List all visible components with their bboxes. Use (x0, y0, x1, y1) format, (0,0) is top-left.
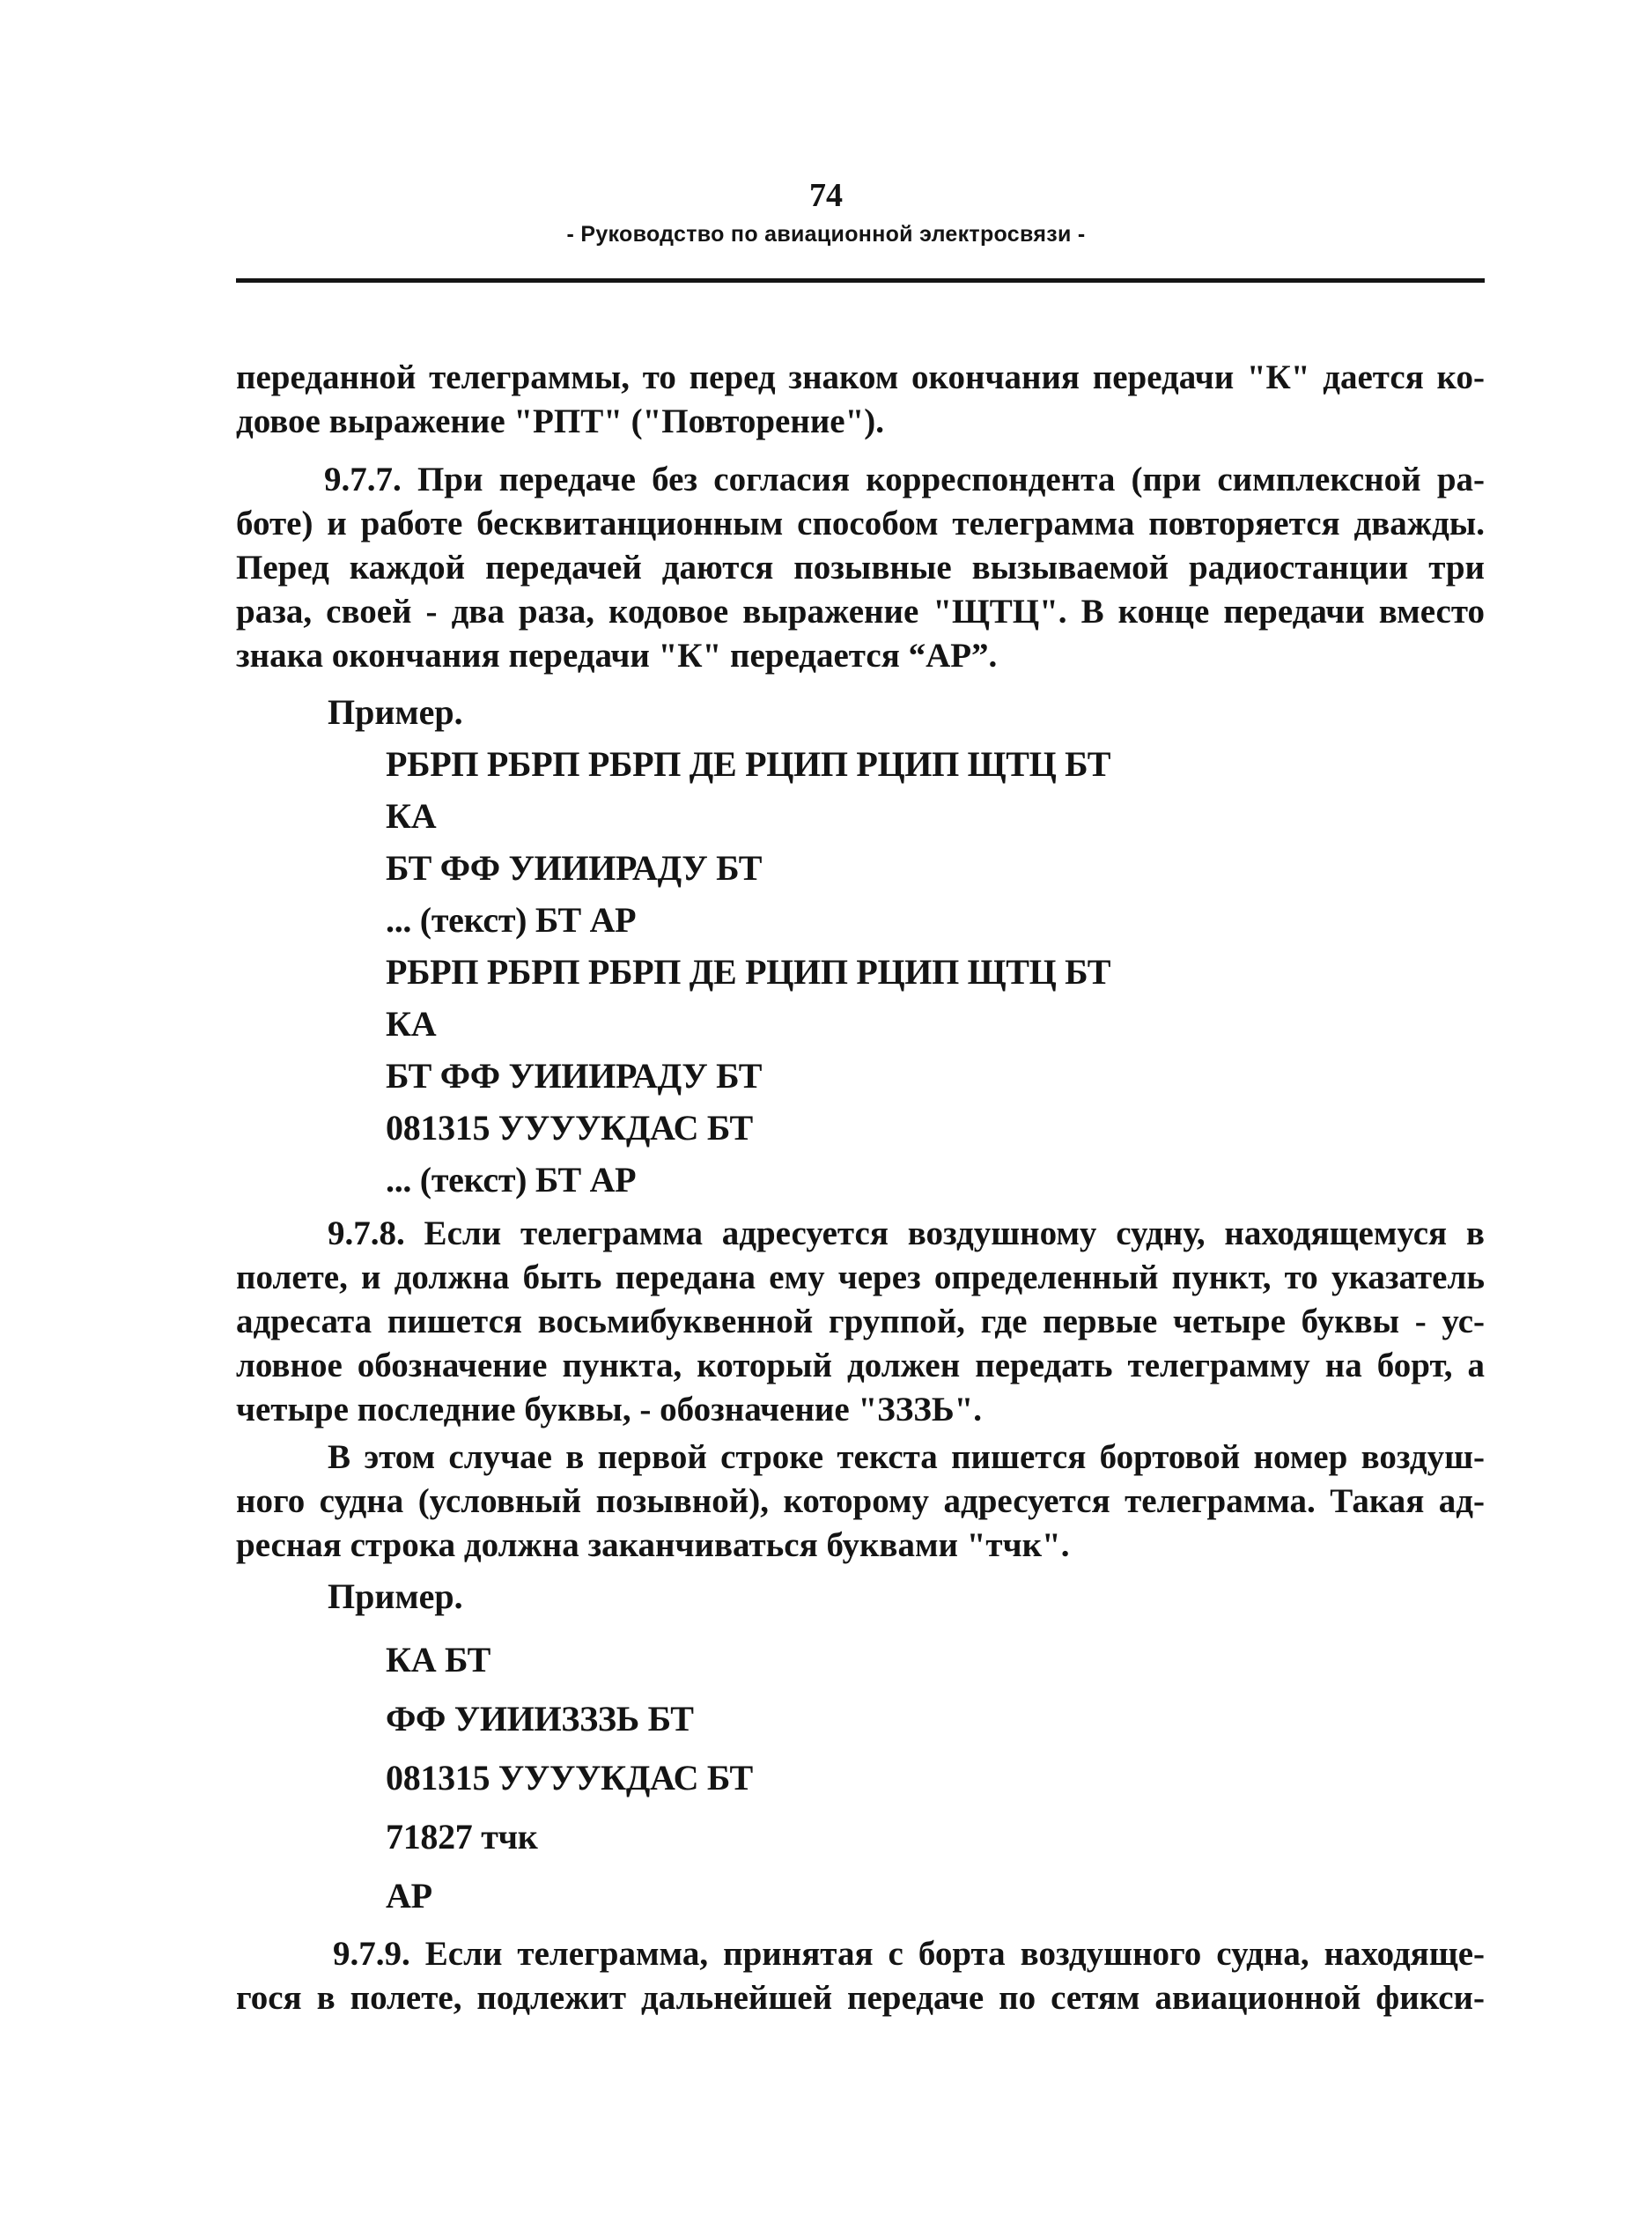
example-line: АР (386, 1876, 432, 1916)
example-line: КА (386, 1004, 437, 1044)
paragraph-line: 9.7.8. Если телеграмма адресуется воздушному судну, находящемуся в (328, 1214, 1485, 1252)
paragraph-line: адресата пишется восьмибуквенной группой, где первые четыре буквы - ус- (236, 1303, 1485, 1340)
example-line: ... (текст) БТ АР (386, 900, 637, 940)
paragraph-line: гося в полете, подлежит дальнейшей передаче по сетям авиационной фикси- (236, 1979, 1485, 2017)
header-rule (236, 278, 1485, 283)
example-label: Пример. (328, 1576, 463, 1616)
example-line: 081315 УУУУКДАС БТ (386, 1758, 753, 1798)
example-line: БТ ФФ УИИИРАДУ БТ (386, 1056, 763, 1096)
paragraph-line: знака окончания передачи "К" передается “АР”. (236, 637, 998, 675)
example-line: РБРП РБРП РБРП ДЕ РЦИП РЦИП ЩТЦ БТ (386, 952, 1111, 992)
paragraph-line: ловное обозначение пункта, который должен передать телеграмму на борт, а (236, 1347, 1485, 1384)
paragraph-line: ресная строка должна заканчиваться буквами "тчк". (236, 1526, 1070, 1564)
page-number: 74 (809, 177, 843, 214)
example-line: РБРП РБРП РБРП ДЕ РЦИП РЦИП ЩТЦ БТ (386, 744, 1111, 784)
example-label: Пример. (328, 692, 463, 732)
example-line: БТ ФФ УИИИРАДУ БТ (386, 848, 763, 888)
example-line: КА (386, 796, 437, 836)
running-title: - Руководство по авиационной электросвязи - (566, 222, 1086, 247)
example-line: ... (текст) БТ АР (386, 1160, 637, 1200)
example-line: 081315 УУУУКДАС БТ (386, 1108, 753, 1148)
paragraph-line: полете, и должна быть передана ему через определенный пункт, то указатель (236, 1259, 1485, 1296)
paragraph-line: раза, своей - два раза, кодовое выражение "ЩТЦ". В конце передачи вместо (236, 593, 1485, 631)
example-line: ФФ УИИИЗЗЗЬ БТ (386, 1699, 694, 1738)
paragraph-line: 9.7.9. Если телеграмма, принятая с борта воздушного судна, находяще- (333, 1935, 1485, 1973)
paragraph-line: В этом случае в первой строке текста пишется бортовой номер воздуш- (328, 1438, 1485, 1476)
example-line: КА БТ (386, 1640, 490, 1679)
paragraph-line: 9.7.7. При передаче без согласия корреспондента (при симплексной ра- (324, 461, 1485, 498)
paragraph-line: переданной телеграммы, то перед знаком окончания передачи "К" дается ко- (236, 358, 1485, 396)
paragraph-line: Перед каждой передачей даются позывные вызываемой радиостанции три (236, 549, 1485, 587)
paragraph-line: довое выражение "РПТ" ("Повторение"). (236, 402, 884, 440)
paragraph-line: боте) и работе бесквитанционным способом телеграмма повторяется дважды. (236, 505, 1485, 543)
paragraph-line: четыре последние буквы, - обозначение "ЗЗЗЬ". (236, 1391, 983, 1428)
paragraph-line: ного судна (условный позывной), которому адресуется телеграмма. Такая ад- (236, 1482, 1485, 1520)
example-line: 71827 тчк (386, 1817, 538, 1857)
